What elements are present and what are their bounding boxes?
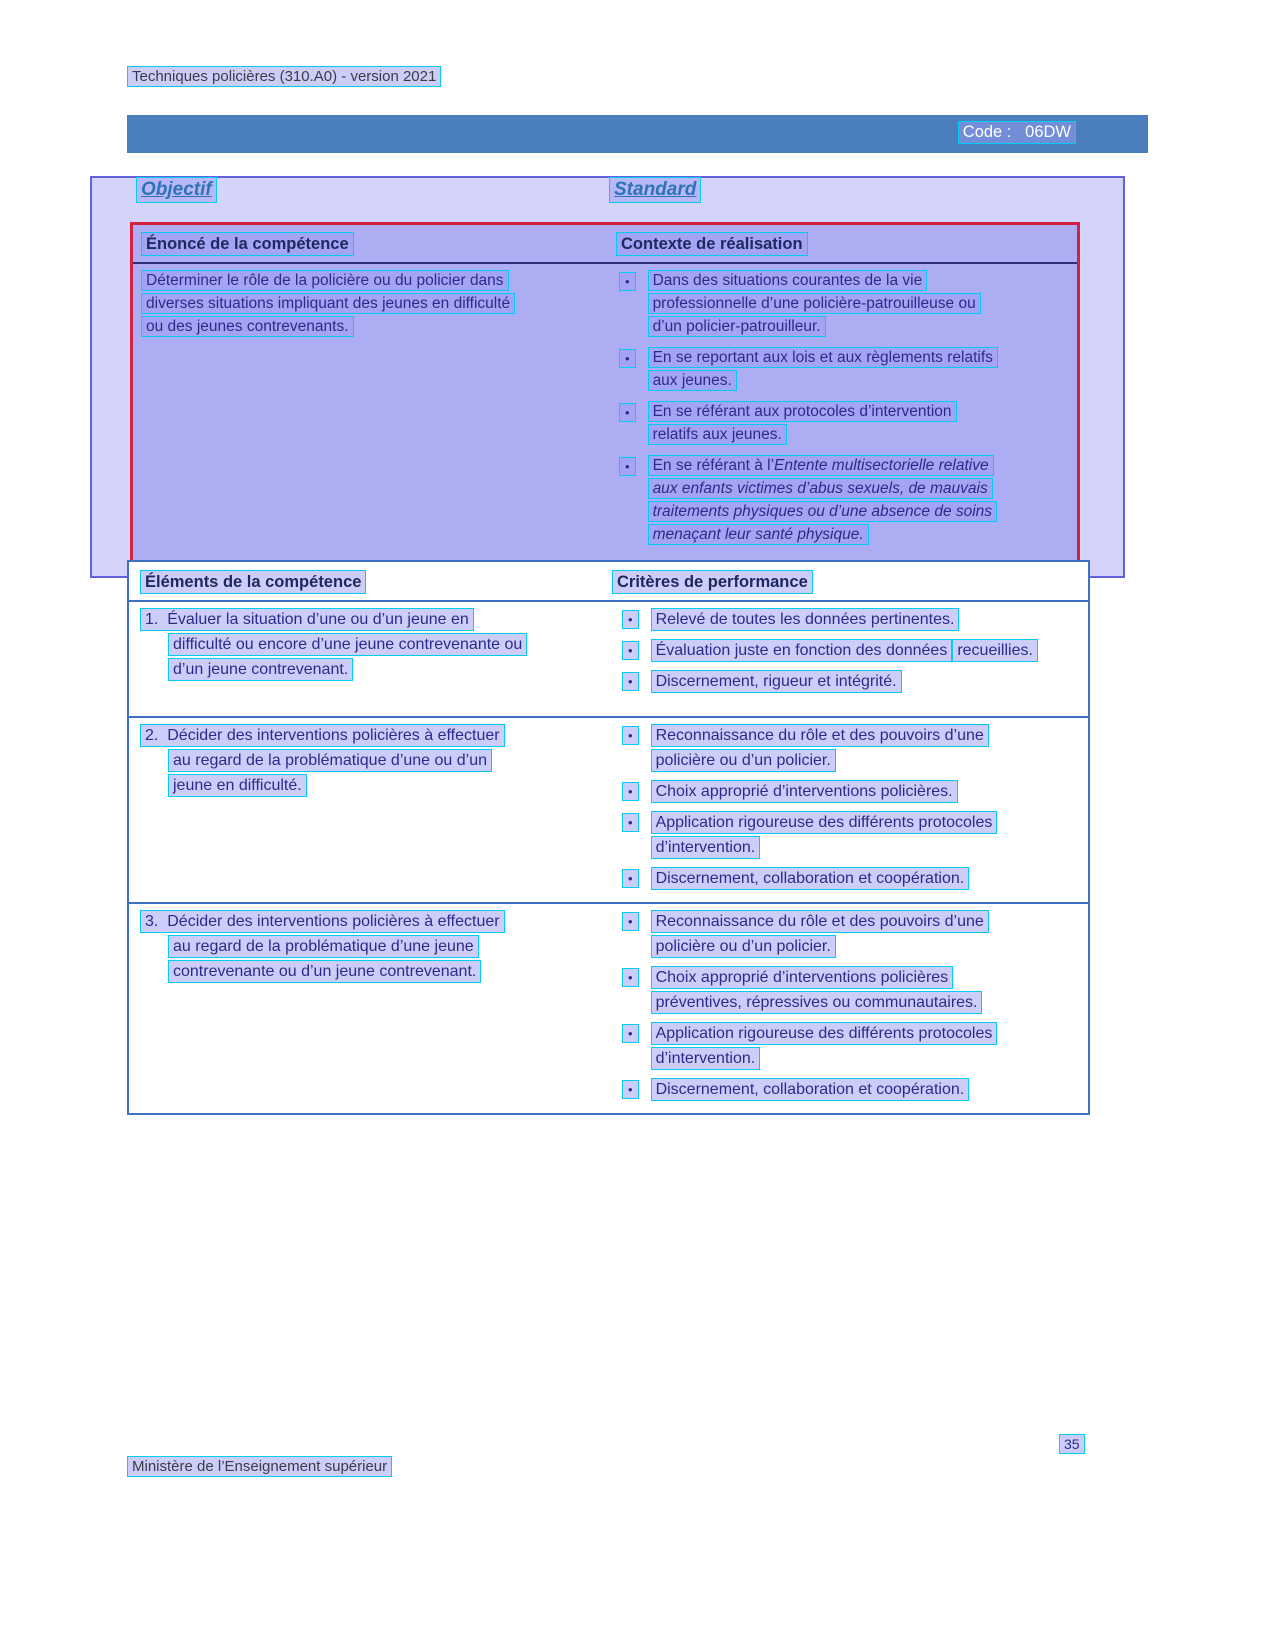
text-line: Application rigoureuse des différents protocoles [651,811,998,834]
criteria-bullet [602,1022,1088,1072]
text-line: diverses situations impliquant des jeunes en difficulté [141,293,515,314]
text-line: d’un jeune contrevenant. [168,658,353,681]
elements-table [127,560,1090,1115]
element-row [129,718,1088,904]
text-line: d’intervention. [651,1047,761,1070]
bullet-lines [651,724,1088,774]
text-line: Choix approprié d’interventions policières [651,966,954,989]
bullet-lines [648,270,1077,339]
bullet-lines [651,670,1088,695]
element-cell [129,724,602,898]
competence-header-row [133,225,1077,264]
criteres-header: Critères de performance [612,570,813,594]
footer-text: Ministère de l’Enseignement supérieur [127,1456,392,1477]
text-line: contrevenante ou d’un jeune contrevenant. [168,960,481,983]
enonce-header-cell [133,232,611,256]
text-line: Reconnaissance du rôle et des pouvoirs d’une [651,910,989,933]
text-line: d’intervention. [651,836,761,859]
standard-heading: Standard [609,177,701,203]
competence-body-row [133,264,1077,563]
bullet-lines [651,608,1088,633]
doc-header [127,66,441,87]
bullet-icon: • [619,349,636,368]
criteria-bullet [602,639,1088,664]
code-badge: Code : 06DW [958,121,1076,144]
italic-text: aux enfants victimes d’abus sexuels, de mauvais [652,480,988,497]
criteria-bullet [602,966,1088,1016]
bullet-lines [648,401,1077,447]
bullet-lines [648,455,1077,547]
bullet-icon: • [622,641,639,660]
bullet-lines [651,811,1088,861]
text-line: d’un policier-patrouilleur. [648,316,826,337]
text-line: préventives, répressives ou communautaires. [651,991,983,1014]
text-line: Discernement, collaboration et coopération. [651,1078,970,1101]
text-line: Dans des situations courantes de la vie [648,270,928,291]
contexte-cell [611,270,1077,555]
text-line: Relevé de toutes les données pertinentes. [651,608,960,631]
criteria-cell [602,608,1088,712]
text-line: Application rigoureuse des différents protocoles [651,1022,998,1045]
enonce-header: Énoncé de la compétence [141,232,354,256]
enonce-cell [133,270,611,555]
text-line: En se reportant aux lois et aux règlements relatifs [648,347,998,368]
text-line: En se référant aux protocoles d’intervention [648,401,957,422]
bullet-icon: • [622,813,639,832]
criteria-bullet [602,910,1088,960]
criteria-bullet [602,867,1088,892]
bullet-icon: • [622,1080,639,1099]
criteria-bullet [602,724,1088,774]
italic-text: menaçant leur santé physique. [652,526,864,543]
bullet-icon: • [622,869,639,888]
criteria-bullet [602,780,1088,805]
criteria-cell [602,910,1088,1109]
text-line: difficulté ou encore d’une jeune contrevenante ou [168,633,527,656]
bullet-lines [651,910,1088,960]
contexte-bullet [611,270,1077,339]
bullet-icon: • [622,782,639,801]
criteria-bullet [602,670,1088,695]
bullet-icon: • [619,457,636,476]
bullet-lines [648,347,1077,393]
text-line [648,478,993,499]
text-line: Choix approprié d’interventions policières. [651,780,958,803]
text-line: policière ou d’un policier. [651,749,836,772]
text-line: ou des jeunes contrevenants. [141,316,354,337]
text-line: Évaluation juste en fonction des données [651,639,953,662]
element-row [129,904,1088,1113]
element-row [129,602,1088,718]
text-line: professionnelle d’une policière-patrouilleuse ou [648,293,981,314]
contexte-header-cell [611,232,1077,256]
text-line: au regard de la problématique d’une jeune [168,935,479,958]
text-line: Discernement, rigueur et intégrité. [651,670,902,693]
text-line: jeune en difficulté. [168,774,307,797]
page-number: 35 [1059,1434,1085,1454]
text-line: relatifs aux jeunes. [648,424,787,445]
doc-footer [127,1456,392,1477]
criteria-bullet [602,608,1088,633]
title-banner [127,115,1148,153]
text-line: recueillies. [952,639,1038,662]
contexte-bullet [611,401,1077,447]
bullet-icon: • [622,1024,639,1043]
bullet-icon: • [622,672,639,691]
objectif-heading: Objectif [136,177,217,203]
bullet-lines [651,1078,1088,1103]
text-line: Discernement, collaboration et coopération. [651,867,970,890]
bullet-lines [651,639,1088,664]
contexte-header: Contexte de réalisation [616,232,808,256]
elements-header-cell [129,570,602,594]
text-line [648,524,869,545]
criteria-bullet [602,811,1088,861]
text-segment: En se référant à l’ [652,457,775,474]
element-cell [129,608,602,712]
bullet-icon: • [622,726,639,745]
text-line: au regard de la problématique d’une ou d’un [168,749,492,772]
text-line: 1. Évaluer la situation d’une ou d’un jeune en [140,608,474,631]
bullet-lines [651,966,1088,1016]
text-line: 2. Décider des interventions policières à effectuer [140,724,505,747]
criteria-cell [602,724,1088,898]
text-line [648,455,994,476]
contexte-bullet [611,347,1077,393]
competence-table [130,222,1080,566]
bullet-lines [651,780,1088,805]
element-cell [129,910,602,1109]
contexte-bullet [611,455,1077,547]
doc-title: Techniques policières (310.A0) - version 2021 [127,66,441,87]
bullet-icon: • [619,272,636,291]
bullet-icon: • [622,912,639,931]
text-line: Déterminer le rôle de la policière ou du policier dans [141,270,509,291]
text-line: aux jeunes. [648,370,737,391]
elements-header: Éléments de la compétence [140,570,366,594]
text-line: Reconnaissance du rôle et des pouvoirs d’une [651,724,989,747]
elements-header-row [129,562,1088,602]
bullet-lines [651,867,1088,892]
italic-text: traitements physiques ou d’une absence de soins [652,503,993,520]
bullet-icon: • [622,610,639,629]
italic-text: Entente multisectorielle relative [774,457,989,474]
text-line: 3. Décider des interventions policières à effectuer [140,910,505,933]
bullet-lines [651,1022,1088,1072]
criteria-bullet [602,1078,1088,1103]
text-line [648,501,998,522]
bullet-icon: • [619,403,636,422]
criteres-header-cell [602,570,1088,594]
bullet-icon: • [622,968,639,987]
text-line: policière ou d’un policier. [651,935,836,958]
